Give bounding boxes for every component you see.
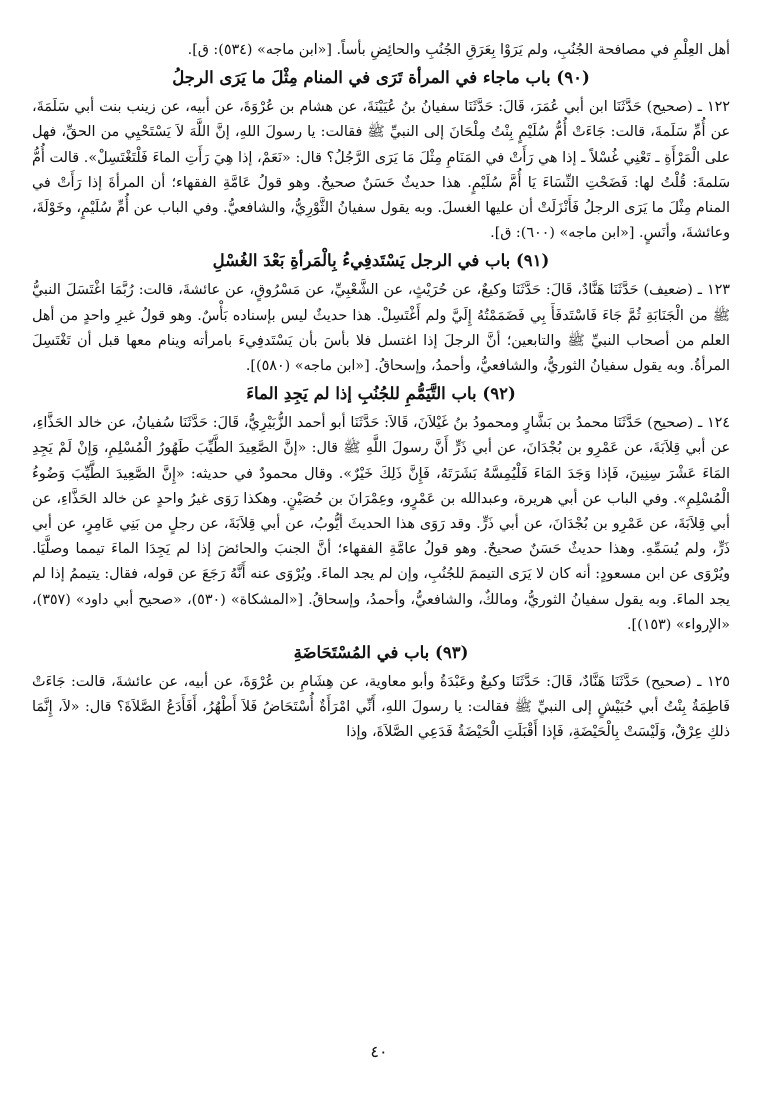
page-number: ٤٠ <box>370 1042 388 1061</box>
hadith-paragraph-122: ١٢٢ ـ (صحيح) حَدَّثَنَا ابن أبي عُمَرَ، قَالَ: حَدَّثَنَا سفيانُ بنُ عُيَيْنَةَ، عن هشام بن عُرْوَةَ، عن أبيه، عن زينب بنت أبي سَلَمَةَ، عن أُمِّ سَلَمةَ، قالت: جَاءَتْ أُمُّ سُلَيْمٍ بِنْتُ مِلْحَانَ إلى النبيِّ ﷺ فقالت: يا رسولَ اللهِ، إنَّ اللَّهَ لاَ يَسْتَحْيِي من الحقِّ، فهل على الْمَرْأَةِ ـ تَعْنِي غُسْلاً ـ إذا هي رَأَتْ في المَنَامِ مِثْلَ مَا يَرَى الرَّجُلُ؟ قال: «نَعَمْ، إذا هِيَ رَأَتِ الماءَ فَلْتَغْتَسِلْ». قالت أُمُّ سَلمةَ: قُلْتُ لها: فَضَحْتِ النِّسَاءَ يَا أُمَّ سُلَيْمٍ. هذا حديثٌ حَسَنٌ صحيحٌ. وهو قولُ عَامَّةِ الفقهاء؛ أن المرأةَ إذا رَأَتْ في المنام مِثْلَ ما يَرَى الرجلُ فَأَنْزَلَتْ أن عليها الغسلَ. وبه يقول سفيانُ الثَّوْرِيُّ، والشافعيُّ. وفي الباب عن أُمِّ سُلَيْمٍ، وخَوْلَةَ، وعائشةَ، وأنَسٍ. [«ابن ماجه» (٦٠٠): ق]. <box>32 99 730 242</box>
hadith-paragraph-123: ١٢٣ ـ (ضعيف) حَدَّثَنَا هَنَّادٌ، قَالَ: حَدَّثَنَا وكيعٌ، عن حُرَيْثٍ، عن الشَّعْبِيِّ، عن مَسْرُوقٍ، عن عائشةَ، قالت: رُبَّمَا اغْتَسَلَ النبيُّ ﷺ من الْجَنَابَةِ ثُمَّ جَاءَ فَاسْتَدفَأَ بِي فَضَمَمْتُهُ إِلَيَّ ولم أَغْتَسِلْ. هذا حديثٌ ليس بإسناده بَأْسٌ. وهو قولُ غيرِ واحدٍ من أهل العلم من أصحاب النبيِّ ﷺ والتابعين؛ أنَّ الرجلَ إذا اغتسل فلا بأسَ بأن يَسْتَدفِيءَ بامرأته وينام معها قبل أن تَغْتَسِلَ المرأةُ. وبه يقول سفيانُ الثوريُّ، والشافعيُّ، وأحمدُ، وإسحاقُ. [«ابن ماجه» (٥٨٠)]. <box>32 282 730 375</box>
hadith-paragraph-125: ١٢٥ ـ (صحيح) حَدَّثَنَا هَنَّادٌ، قَالَ: حَدَّثَنَا وكيعٌ وعَبْدَةُ وأبو معاوية، عن هِشَامِ بن عُرْوَةَ، عن أبيه، عن عائشةَ، قالت: جَاءَتْ فَاطِمَةُ بِنْتُ أبي حُبَيْشٍ إلى النبيِّ ﷺ فقالت: يا رسولَ اللهِ، أَنِّي امْرَأَةٌ أُسْتَحَاضُ فَلاَ أَطْهُرُ، أَفَأَدَعُ الصَّلاَةَ؟ قال: «لاَ، إِنَّمَا ذلكِ عِرْقٌ، وَلَيْسَتْ بِالْحَيْضَةِ، فَإذا أَقْبَلَتِ الْحَيْضَةُ فَدَعِي الصَّلاَةَ، وإذا <box>32 674 730 741</box>
chapter-heading-90: (٩٠) باب ماجاء في المرأة تَرَى في المنام مِثْلَ ما يَرَى الرجلُ <box>172 68 590 88</box>
opening-paragraph: أهل العِلْمِ في مصافحة الجُنُبِ، ولم يَرَوْا بِعَرَقِ الجُنُبِ والحائِضِ بأساً. [«ابن ماجه» (٥٣٤): ق]. <box>187 42 730 58</box>
chapter-heading-92: (٩٢) باب التَّيَمُّمِ للجُنُبِ إذا لم يَجِدِ الماءَ <box>246 384 516 404</box>
chapter-heading-91: (٩١) باب في الرجل يَسْتَدفِيءُ بِالْمَرأةِ بَعْدَ الغُسْلِ <box>212 251 550 271</box>
hadith-paragraph-124: ١٢٤ ـ (صحيح) حَدَّثَنَا محمدُ بن بَشَّارٍ ومحمودُ بنُ غَيْلاَنَ، قَالاَ: حَدَّثَنَا أبو أحمد الزُّبَيْرِيُّ، قَالَ: حَدَّثَنَا سُفيانُ، عن خالد الحَذَّاءِ، عن أبي قِلاَبَةَ، عن عَمْرِو بن بُجْدَانَ، عن أبي ذَرٍّ أَنَّ رسولَ اللَّهِ ﷺ قال: «إنَّ الصَّعِيدَ الطَّيِّبَ طَهُورُ الْمُسْلِمِ، وَإنْ لَمْ يَجِدِ المَاءَ عَشْرَ سِنِينَ، فَإذا وَجَدَ المَاءَ فَلْيُمِسَّهُ بَشَرَتَهُ، فَإِنَّ ذَلِكَ خَيْرٌ». وقال محمودٌ في حديثه: «إِنَّ الصَّعِيدَ الطَّيِّبَ وَضُوءُ الْمُسْلِمِ». وفي الباب عن أبي هريرة، وعبدالله بن عَمْرٍو، وعِمْرَانَ بن حُصَيْنٍ. وهكذا رَوَى غيرُ واحدٍ عن خالد الحَذَّاءِ، عن أبي قِلاَبَةَ، عن عَمْرِو بن بُجْدَانَ، عن أبي ذَرٍّ. وقد رَوَى هذا الحديثَ أيُّوبُ، عن أبي قِلاَبَةَ، عن رجلٍ من بَنِي عَامِرٍ، عن أبي ذَرٍّ، ولم يُسَمِّهِ. وهذا حديثٌ حَسَنٌ صحيحٌ. وهو قولُ عامَّةِ الفقهاء؛ أنَّ الجنبَ والحائضَ إذا لم يَجِدَا الماءَ تيمما وصلَّيَا. ويُرْوَى عن ابن مسعودٍ: أنه كان لا يَرَى التيممَ للجُنُبِ، وإن لم يجد الماءَ. ويُرْوَى عنه أَنَّهُ رَجَعَ عن قوله، فقال: يتيممُ إذا لم يجد الماءَ. وبه يقول سفيانُ الثوريُّ، ومالكٌ، والشافعيُّ، وأحمدُ، وإسحاقُ. [«المشكاة» (٥٣٠)، «صحيح أبي داود» (٣٥٧)، «الإرواء» (١٥٣)]. <box>32 415 730 633</box>
chapter-heading-93: (٩٣) باب في المُسْتَحَاضَةِ <box>293 643 469 663</box>
